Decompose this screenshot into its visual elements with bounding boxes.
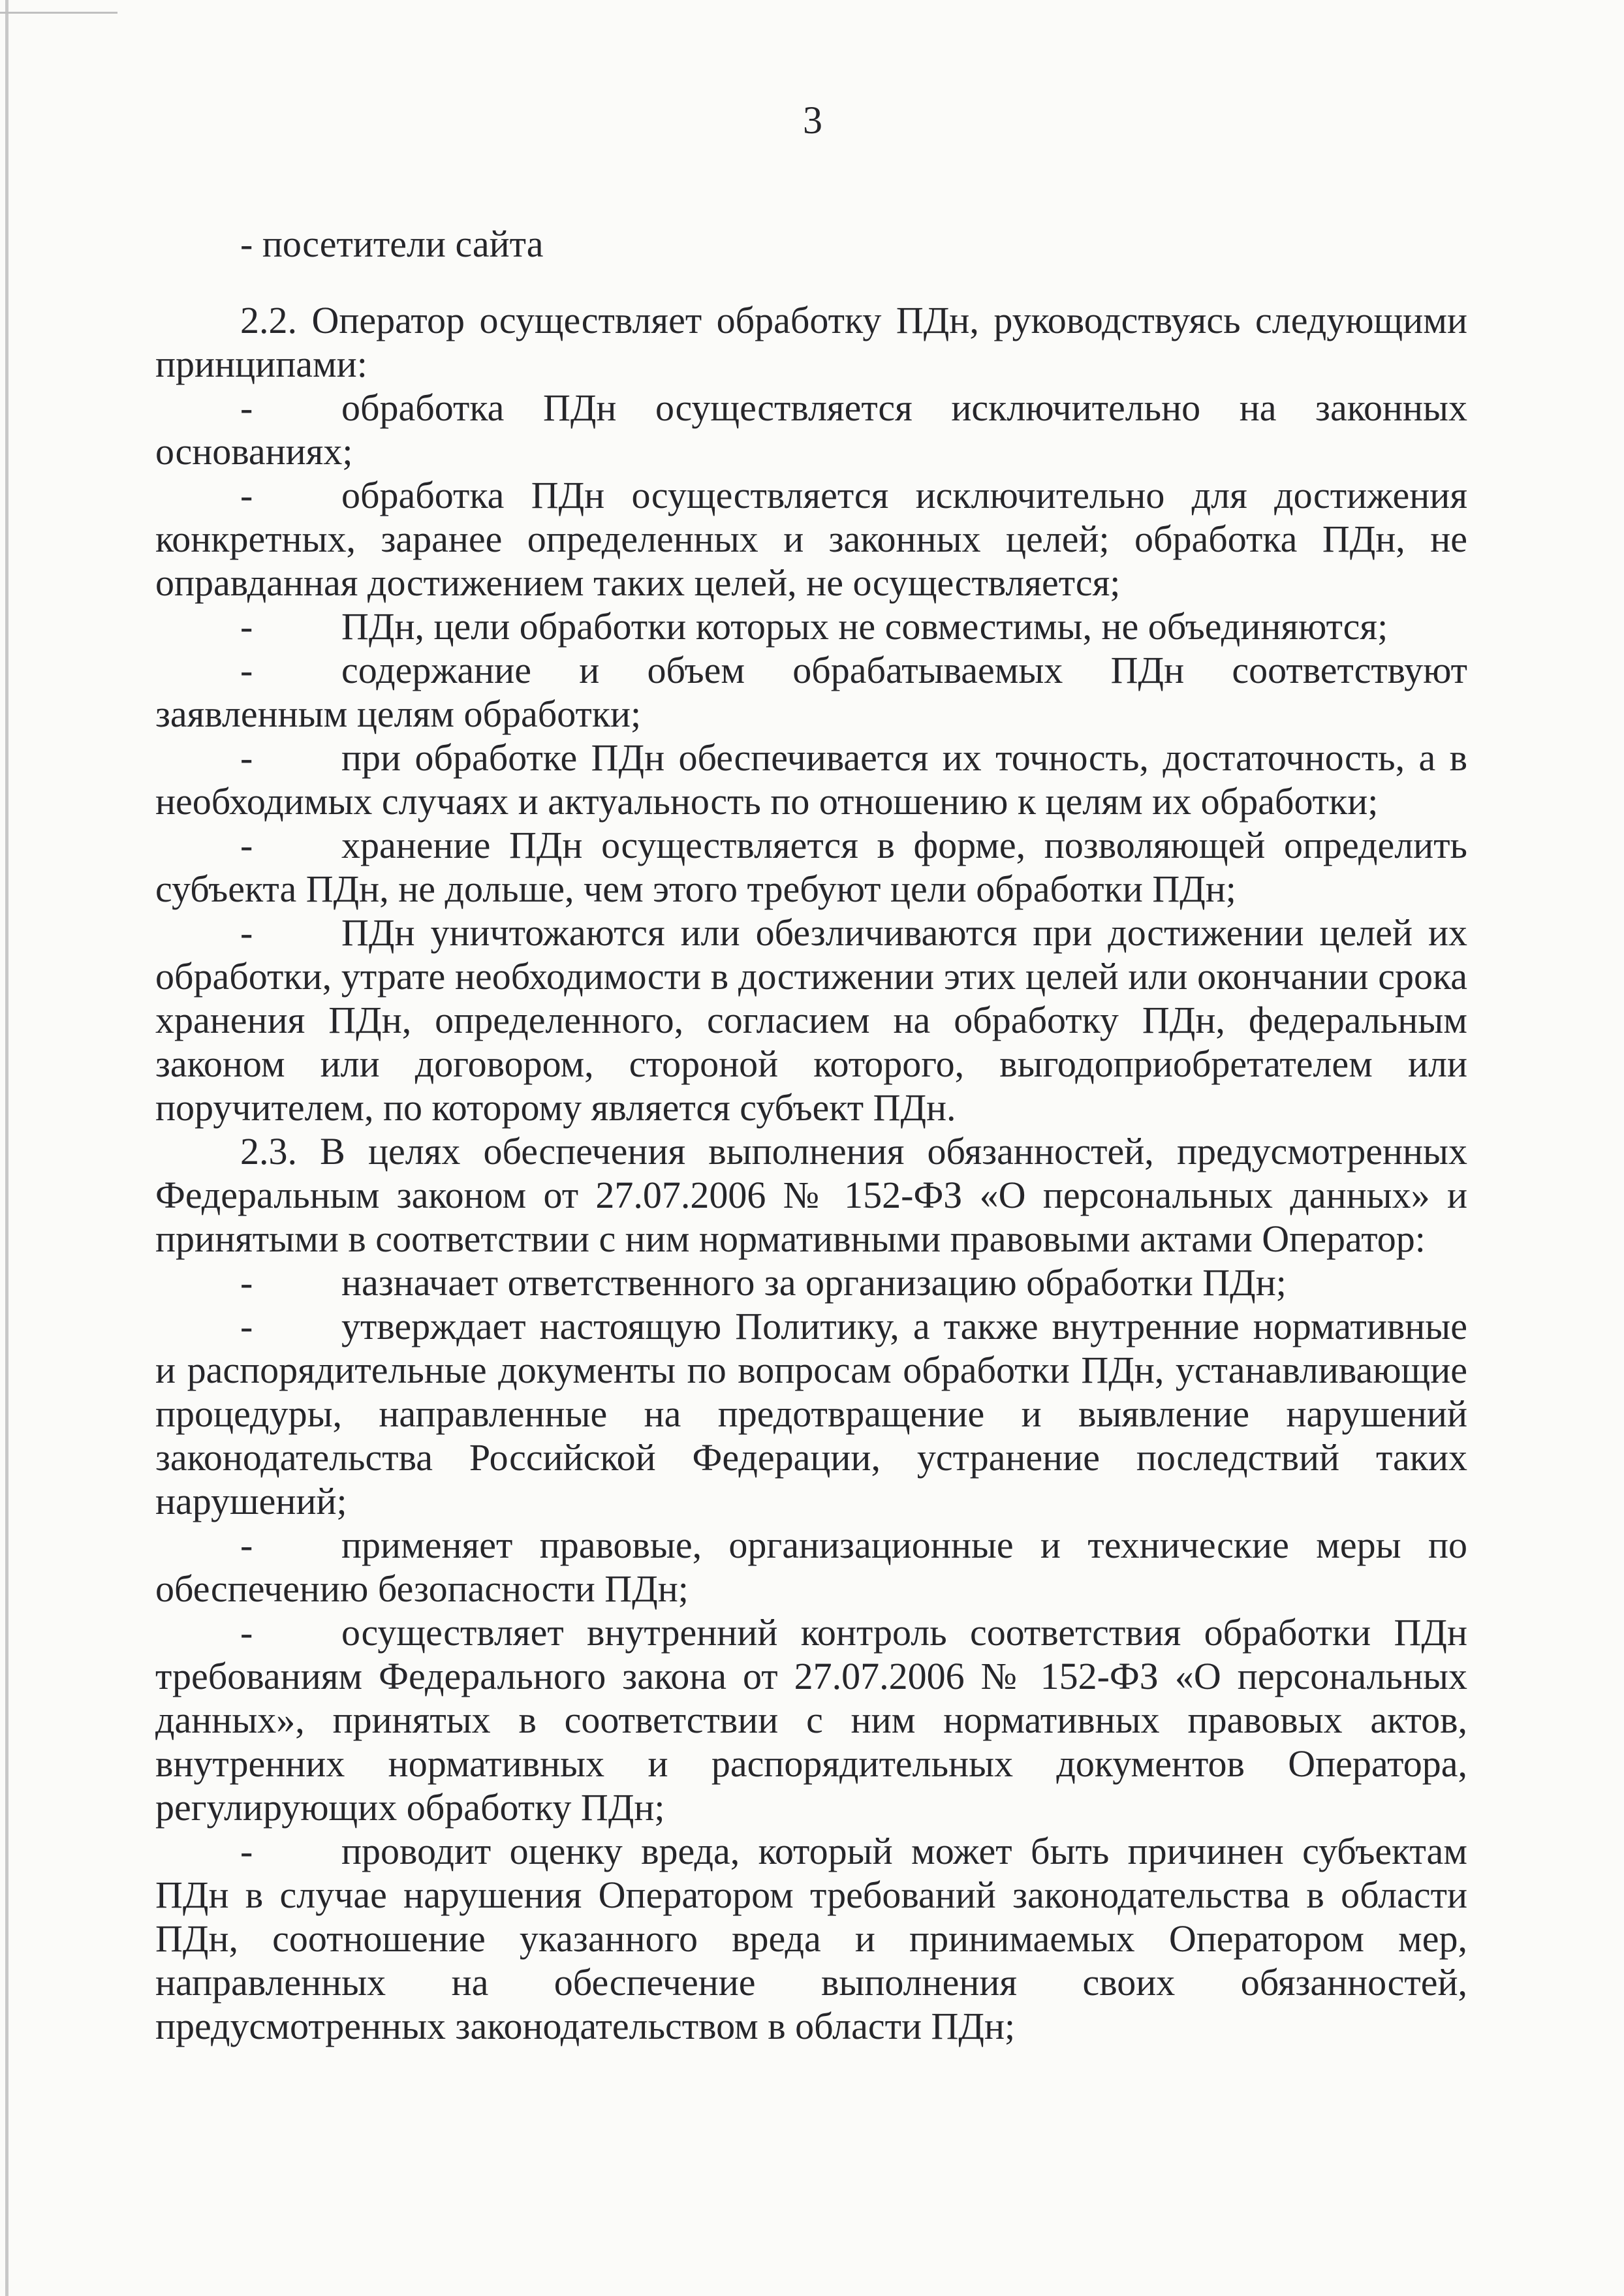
document-body (155, 222, 1467, 2048)
list-item (155, 1611, 1467, 1829)
paragraph-2-3: 2.3. В целях обеспечения выполнения обязанностей, предусмотренных Федеральным законом от 27.07.2006 № 152-ФЗ «О персональных данных» и принятыми в соответствии с ним нормативными правовыми актами Оператор: (155, 1130, 1467, 1260)
list-item (155, 386, 1467, 473)
list-item-text: хранение ПДн осуществляется в форме, позволяющей определить субъекта ПДн, не дольше, чем этого требуют цели обработки ПДн; (155, 824, 1467, 910)
list-item-text: ПДн уничтожаются или обезличиваются при достижении целей их обработки, утрате необходимости в достижении этих целей или окончании срока хранения ПДн, определенного, согласием на обработку ПДн, федеральным законом или договором, стороной которого, выгодоприобретателем или поручителем, по которому является субъект ПДн. (155, 911, 1467, 1129)
list-item-text: обработка ПДн осуществляется исключительно на законных основаниях; (155, 386, 1467, 473)
list-dash: - (240, 605, 253, 648)
scan-page-edge (5, 0, 8, 2296)
scan-page-edge-top (0, 12, 117, 14)
list-dash: - (240, 824, 253, 866)
page-number: 3 (803, 99, 822, 142)
list-item-text: обработка ПДн осуществляется исключительно для достижения конкретных, заранее определенных и законных целей; обработка ПДн, не оправданная достижением таких целей, не осуществляется; (155, 474, 1467, 604)
list-item-text: назначает ответственного за организацию обработки ПДн; (341, 1261, 1287, 1304)
list-dash: - (240, 911, 253, 954)
list-item (155, 648, 1467, 736)
list-dash: - (240, 1830, 253, 1872)
list-item (155, 736, 1467, 823)
list-dash: - (240, 1305, 253, 1347)
list-dash: - (240, 474, 253, 516)
list-item-text: осуществляет внутренний контроль соответствия обработки ПДн требованиям Федерального закона от 27.07.2006 № 152-ФЗ «О персональных данных», принятых в соответствии с ним нормативных правовых актов, внутренних нормативных и распорядительных документов Оператора, регулирующих обработку ПДн; (155, 1611, 1467, 1829)
list-item (155, 1829, 1467, 2048)
paragraph-visitors: - посетители сайта (240, 223, 544, 265)
list-dash: - (240, 1611, 253, 1654)
list-item (155, 605, 1467, 648)
list-dash: - (240, 649, 253, 691)
list-item (155, 1261, 1467, 1304)
list-dash: - (240, 1261, 253, 1304)
list-item-text: проводит оценку вреда, который может быть причинен субъектам ПДн в случае нарушения Оператором требований законодательства в области ПДн, соотношение указанного вреда и принимаемых Оператором мер, направленных на обеспечение выполнения своих обязанностей, предусмотренных законодательством в области ПДн; (155, 1830, 1467, 2047)
list-item (155, 1304, 1467, 1523)
list-item-text: содержание и объем обрабатываемых ПДн соответствуют заявленным целям обработки; (155, 649, 1467, 735)
list-item-text: применяет правовые, организационные и технические меры по обеспечению безопасности ПДн; (155, 1524, 1467, 1610)
list-item (155, 1523, 1467, 1611)
list-item (155, 823, 1467, 911)
list-item (155, 911, 1467, 1129)
list-dash: - (240, 736, 253, 779)
list-item (155, 473, 1467, 605)
list-dash: - (240, 1524, 253, 1566)
list-item-text: при обработке ПДн обеспечивается их точность, достаточность, а в необходимых случаях и актуальность по отношению к целям их обработки; (155, 736, 1467, 823)
list-item-text: ПДн, цели обработки которых не совместимы, не объединяются; (341, 605, 1388, 648)
list-item-text: утверждает настоящую Политику, а также внутренние нормативные и распорядительные документы по вопросам обработки ПДн, устанавливающие процедуры, направленные на предотвращение и выявление нарушений законодательства Российской Федерации, устранение последствий таких нарушений; (155, 1305, 1467, 1522)
list-dash: - (240, 386, 253, 429)
paragraph-2-2: 2.2. Оператор осуществляет обработку ПДн, руководствуясь следующими принципами: (155, 299, 1467, 385)
